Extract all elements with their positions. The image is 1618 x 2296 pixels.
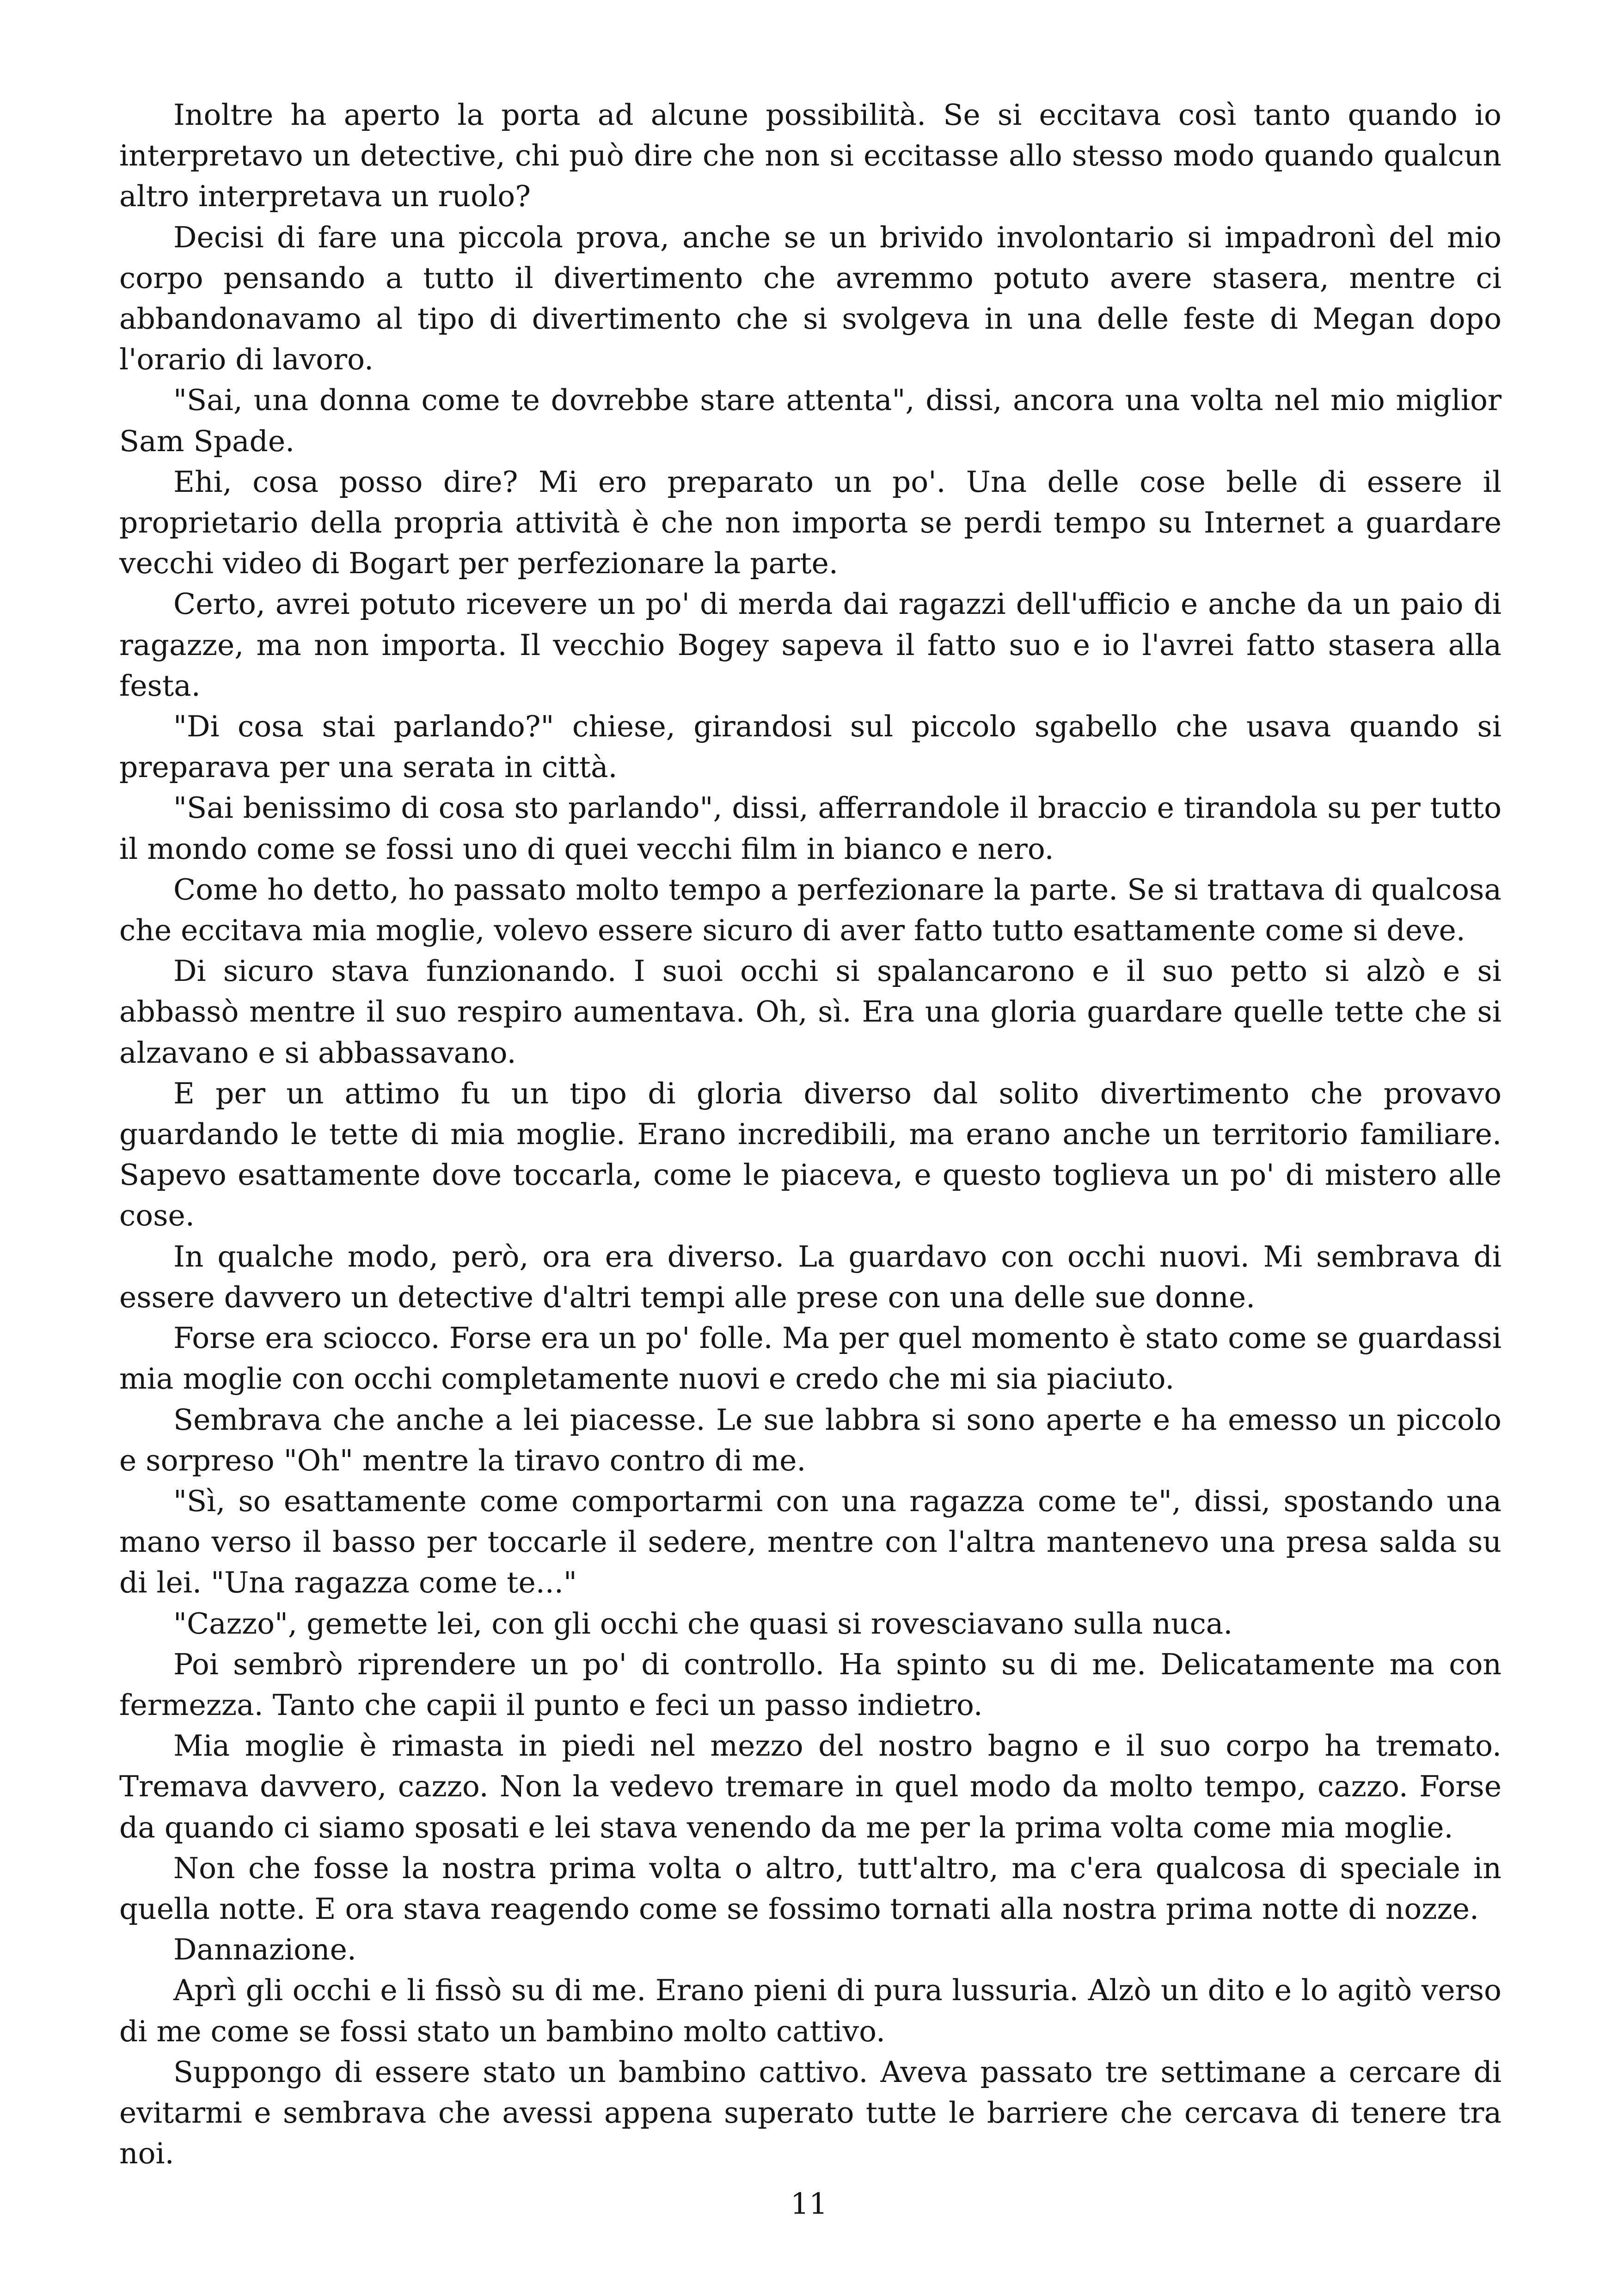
paragraph: Decisi di fare una piccola prova, anche se un brivido involontario si impadronì del mio corpo pensando a tutto il divertimento che avremmo potuto avere stasera, mentre ci abbandonavamo al tipo di divertimento che si svolgeva in una delle feste di Megan dopo l'orario di lavoro.: [119, 220, 1502, 377]
paragraph: Non che fosse la nostra prima volta o altro, tutt'altro, ma c'era qualcosa di speciale in quella notte. E ora stava reagendo come se fossimo tornati alla nostra prima notte di nozze.: [119, 1851, 1502, 1926]
paragraph: "Sai, una donna come te dovrebbe stare attenta", dissi, ancora una volta nel mio miglior Sam Spade.: [119, 383, 1502, 458]
paragraph: In qualche modo, però, ora era diverso. La guardavo con occhi nuovi. Mi sembrava di essere davvero un detective d'altri tempi alle prese con una delle sue donne.: [119, 1239, 1502, 1314]
paragraph: Suppongo di essere stato un bambino cattivo. Aveva passato tre settimane a cercare di evitarmi e sembrava che avessi appena superato tutte le barriere che cercava di tenere tra noi.: [119, 2055, 1502, 2171]
paragraph: Dannazione.: [173, 1933, 356, 1967]
paragraph: Di sicuro stava funzionando. I suoi occhi si spalancarono e il suo petto si alzò e si abbassò mentre il suo respiro aumentava. Oh, sì. Era una gloria guardare quelle tette che si alzavano e si abbassavano.: [119, 954, 1502, 1070]
paragraph: Forse era sciocco. Forse era un po' folle. Ma per quel momento è stato come se guardassi mia moglie con occhi completamente nuovi e credo che mi sia piaciuto.: [119, 1321, 1502, 1396]
page-number: 11: [790, 2187, 828, 2221]
paragraph: Aprì gli occhi e li fissò su di me. Erano pieni di pura lussuria. Alzò un dito e lo agitò verso di me come se fossi stato un bambino molto cattivo.: [119, 1973, 1502, 2048]
paragraph: Sembrava che anche a lei piacesse. Le sue labbra si sono aperte e ha emesso un piccolo e sorpreso "Oh" mentre la tiravo contro di me.: [119, 1402, 1502, 1477]
paragraph: Inoltre ha aperto la porta ad alcune possibilità. Se si eccitava così tanto quando io interpretavo un detective, chi può dire che non si eccitasse allo stesso modo quando qualcun altro interpretava un ruolo?: [119, 98, 1502, 214]
paragraph: Mia moglie è rimasta in piedi nel mezzo del nostro bagno e il suo corpo ha tremato. Tremava davvero, cazzo. Non la vedevo tremare in quel modo da molto tempo, cazzo. Forse da quando ci siamo sposati e lei stava venendo da me per la prima volta come mia moglie.: [119, 1729, 1502, 1844]
paragraph: Certo, avrei potuto ricevere un po' di merda dai ragazzi dell'ufficio e anche da un paio di ragazze, ma non importa. Il vecchio Bogey sapeva il fatto suo e io l'avrei fatto stasera alla festa.: [119, 587, 1502, 703]
document-page: [119, 95, 1502, 2175]
paragraph: Come ho detto, ho passato molto tempo a perfezionare la parte. Se si trattava di qualcosa che eccitava mia moglie, volevo essere sicuro di aver fatto tutto esattamente come si deve.: [119, 872, 1502, 948]
paragraph: Poi sembrò riprendere un po' di controllo. Ha spinto su di me. Delicatamente ma con fermezza. Tanto che capii il punto e feci un passo indietro.: [119, 1647, 1502, 1722]
paragraph: "Cazzo", gemette lei, con gli occhi che quasi si rovesciavano sulla nuca.: [173, 1606, 1233, 1641]
paragraph: Ehi, cosa posso dire? Mi ero preparato un po'. Una delle cose belle di essere il proprietario della propria attività è che non importa se perdi tempo su Internet a guardare vecchi video di Bogart per perfezionare la parte.: [119, 465, 1502, 581]
paragraph: "Sì, so esattamente come comportarmi con una ragazza come te", dissi, spostando una mano verso il basso per toccarle il sedere, mentre con l'altra mantenevo una presa salda su di lei. "Una ragazza come te...": [119, 1484, 1502, 1600]
paragraph: "Di cosa stai parlando?" chiese, girandosi sul piccolo sgabello che usava quando si preparava per una serata in città.: [119, 710, 1502, 784]
paragraph: "Sai benissimo di cosa sto parlando", dissi, afferrandole il braccio e tirandola su per tutto il mondo come se fossi uno di quei vecchi film in bianco e nero.: [119, 791, 1502, 866]
paragraph: E per un attimo fu un tipo di gloria diverso dal solito divertimento che provavo guardando le tette di mia moglie. Erano incredibili, ma erano anche un territorio familiare. Sapevo esattamente dove toccarla, come le piaceva, e questo toglieva un po' di mistero alle cose.: [119, 1076, 1502, 1233]
